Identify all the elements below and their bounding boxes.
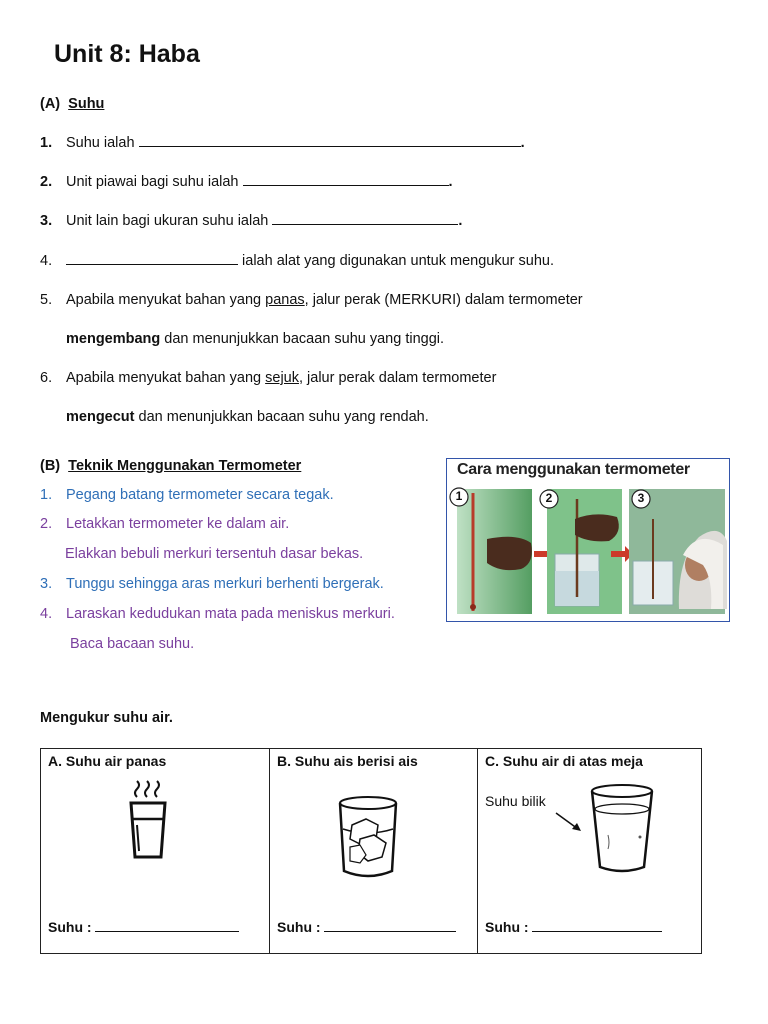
step-text: Pegang batang termometer secara tegak.: [66, 487, 334, 503]
question-number: 5.: [40, 292, 53, 308]
suhu-label: Suhu :: [485, 919, 529, 935]
suhu-label: Suhu :: [277, 919, 321, 935]
question-number: 2.: [40, 174, 53, 190]
marker-2: 2: [545, 491, 553, 505]
suhu-blank[interactable]: [324, 930, 456, 932]
period: .: [458, 213, 463, 229]
suhu-blank[interactable]: [95, 930, 239, 932]
suhu-field: [485, 919, 662, 935]
step-number: 3.: [40, 576, 53, 592]
step-number: 1.: [40, 487, 53, 503]
step-text: Laraskan kedudukan mata pada meniskus merkuri.: [66, 606, 395, 622]
question-text: Suhu ialah: [66, 135, 135, 151]
question-text-rest: dan menunjukkan bacaan suhu yang rendah.: [134, 409, 429, 425]
question-text-cont: , jalur perak dalam termometer: [298, 370, 497, 386]
question-number: 1.: [40, 135, 53, 151]
question-text: Apabila menyukat bahan yang: [66, 370, 266, 386]
step-text: Tunggu sehingga aras merkuri berhenti bergerak.: [66, 576, 384, 592]
question-text-rest: dan menunjukkan bacaan suhu yang tinggi.: [160, 331, 445, 347]
question-5-line-2: [66, 331, 444, 347]
answer-blank[interactable]: [139, 145, 521, 147]
section-b-heading: [40, 458, 301, 474]
cell-ice-water: [270, 749, 478, 954]
answer-blank[interactable]: [66, 263, 238, 265]
section-b-label: (B): [40, 458, 61, 474]
figure-title: Cara menggunakan termometer: [457, 461, 690, 478]
cell-room-water: [478, 749, 702, 954]
question-5: [40, 292, 583, 308]
marker-3: 3: [637, 491, 645, 505]
thermometer-figure: [446, 458, 730, 622]
water-glass-icon: [588, 783, 658, 875]
question-text: Unit lain bagi ukuran suhu ialah: [66, 213, 269, 229]
question-text-cont: , jalur perak (MERKURI) dalam termometer: [304, 292, 583, 308]
cell-title: C. Suhu air di atas meja: [485, 753, 643, 769]
keyword-panas: panas: [265, 292, 305, 308]
question-3: [40, 213, 462, 229]
question-1: [40, 135, 525, 151]
page-title: Unit 8: Haba: [54, 40, 200, 68]
question-6-line-2: [66, 409, 429, 425]
question-number: 6.: [40, 370, 53, 386]
step-3: [40, 576, 384, 592]
keyword-mengembang: mengembang: [66, 331, 161, 347]
step-number: 4.: [40, 606, 53, 622]
suhu-blank[interactable]: [532, 930, 662, 932]
question-2: [40, 174, 453, 190]
answer-blank[interactable]: [243, 184, 449, 186]
section-a-title: Suhu: [68, 96, 105, 112]
step-2: [40, 516, 289, 532]
section-a-label: (A): [40, 96, 61, 112]
question-number: 4.: [40, 253, 53, 269]
thermometer-illustration: [447, 459, 729, 621]
measure-heading: Mengukur suhu air.: [40, 710, 173, 726]
step-2-extra: Elakkan bebuli merkuri tersentuh dasar bekas.: [65, 546, 364, 562]
measure-table: [40, 748, 702, 954]
cell-title: A. Suhu air panas: [48, 753, 167, 769]
step-number: 2.: [40, 516, 53, 532]
section-a-heading: [40, 96, 104, 112]
suhu-label: Suhu :: [48, 919, 92, 935]
question-number: 3.: [40, 213, 53, 229]
question-text: Apabila menyukat bahan yang: [66, 292, 266, 308]
arrow-icon: [554, 809, 584, 835]
step-text: Letakkan termometer ke dalam air.: [66, 516, 290, 532]
keyword-mengecut: mengecut: [66, 409, 135, 425]
suhu-field: [277, 919, 456, 935]
period: .: [448, 174, 453, 190]
ice-glass-icon: [334, 795, 406, 881]
period: .: [520, 135, 525, 151]
hot-water-glass-icon: [125, 779, 173, 861]
cell-hot-water: [41, 749, 270, 954]
question-4: [40, 253, 554, 269]
question-text: ialah alat yang digunakan untuk mengukur suhu.: [242, 253, 555, 269]
step-1: [40, 487, 334, 503]
marker-1: 1: [455, 489, 463, 503]
question-6: [40, 370, 496, 386]
section-b-title: Teknik Menggunakan Termometer: [68, 458, 302, 474]
question-text: Unit piawai bagi suhu ialah: [66, 174, 239, 190]
answer-blank[interactable]: [272, 223, 458, 225]
step-4-extra: Baca bacaan suhu.: [70, 636, 195, 652]
cell-title: B. Suhu ais berisi ais: [277, 753, 418, 769]
suhu-field: [48, 919, 239, 935]
step-4: [40, 606, 395, 622]
room-temp-note: Suhu bilik: [485, 793, 546, 809]
keyword-sejuk: sejuk: [265, 370, 299, 386]
